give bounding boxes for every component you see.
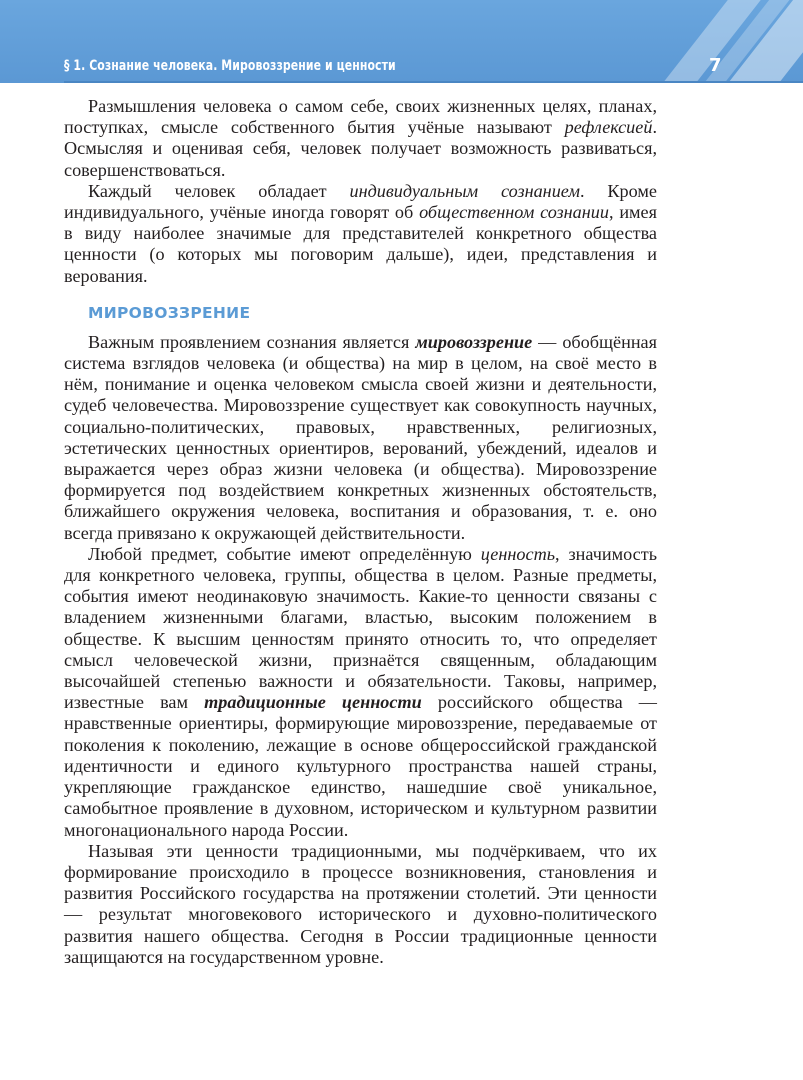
text-run: Каждый человек обладает bbox=[88, 180, 350, 201]
text-run: . Осмысляя и оценивая себя, человек получает возможность развиваться, совершенствоваться. bbox=[64, 117, 657, 180]
term-individual-consciousness: индивидуальным сознанием bbox=[349, 180, 581, 201]
paragraph-consciousness bbox=[64, 181, 657, 287]
page-body bbox=[64, 96, 657, 968]
text-run: . Кроме индивидуального, учёные иногда говорят об bbox=[64, 180, 657, 223]
page-number: 7 bbox=[709, 55, 722, 76]
text-run: , имея в виду наиболее значимые для представителей конкретного общества ценности (о которых мы поговорим дальше), идеи, представления и верования. bbox=[64, 202, 657, 286]
header-rule bbox=[64, 81, 803, 83]
text-run: Важным проявлением сознания является bbox=[88, 331, 416, 352]
paragraph-reflection bbox=[64, 96, 657, 181]
paragraph-worldview bbox=[64, 332, 657, 544]
page-header bbox=[0, 0, 803, 83]
term-value: ценность bbox=[480, 543, 555, 564]
running-title: § 1. Сознание человека. Мировоззрение и ценности bbox=[64, 58, 396, 74]
text-run: Любой предмет, событие имеют определённую bbox=[88, 543, 481, 564]
paragraph-traditional bbox=[64, 841, 657, 968]
term-traditional-values: традиционные ценности bbox=[204, 692, 422, 713]
term-reflection: рефлексией bbox=[564, 117, 653, 138]
paragraph-values bbox=[64, 544, 657, 841]
text-run: — обобщённая система взглядов человека (и общества) на мир в целом, на своё место в нём, понимание и оценка человеком смысла своей жизни и деятельности, судеб человечества. Мировоззрение существует как совокупность научных, социально-политических, правовых, нравственных, религиозных, эстетических ценностных ориентиров, верований, убеждений, идеалов и выражается через образ жизни человека (и общества). Мировоззрение формируется под воздействием конкретных жизненных обстоятельств, ближайшего окружения человека, воспитания и образования, т. е. оно всегда привязано к окружающей действительности. bbox=[64, 331, 657, 543]
text-run: Размышления человека о самом себе, своих жизненных целях, планах, поступках, смысле собственного бытия учёные называют bbox=[64, 96, 657, 138]
term-worldview: мировоззрение bbox=[415, 331, 533, 352]
text-run: , значимость для конкретного человека, группы, общества в целом. Разные предметы, события имеют неодинаковую значимость. Какие-то ценности связаны с владением жизненными благами, властью, высоким положением в обществе. К высшим ценностям принято относить то, что определяет смысл человеческой жизни, признаётся священным, обладающим высочайшей степенью важности и обязательности. Таковы, например, известные вам bbox=[64, 543, 657, 713]
text-run: российского общества — нравственные ориентиры, формирующие мировоззрение, передаваемые от поколения к поколению, лежащие в основе общероссийской гражданской идентичности и единого культурного пространства нашей страны, укрепляющие гражданское единство, нашедшие своё уникальное, самобытное проявление в духовном, историческом и культурном развитии многонационального народа России. bbox=[64, 692, 657, 840]
term-public-consciousness: общественном сознании bbox=[419, 202, 609, 223]
section-heading: МИРОВОЗЗРЕНИЕ bbox=[88, 303, 251, 322]
text-run: Называя эти ценности традиционными, мы подчёркиваем, что их формирование происходило в процессе возникновения, становления и развития Российского государства на протяжении столетий. Эти ценности — результат многовекового исторического и духовно-политического развития нашего общества. Сегодня в России традиционные ценности защищаются на государственном уровне. bbox=[64, 840, 657, 967]
